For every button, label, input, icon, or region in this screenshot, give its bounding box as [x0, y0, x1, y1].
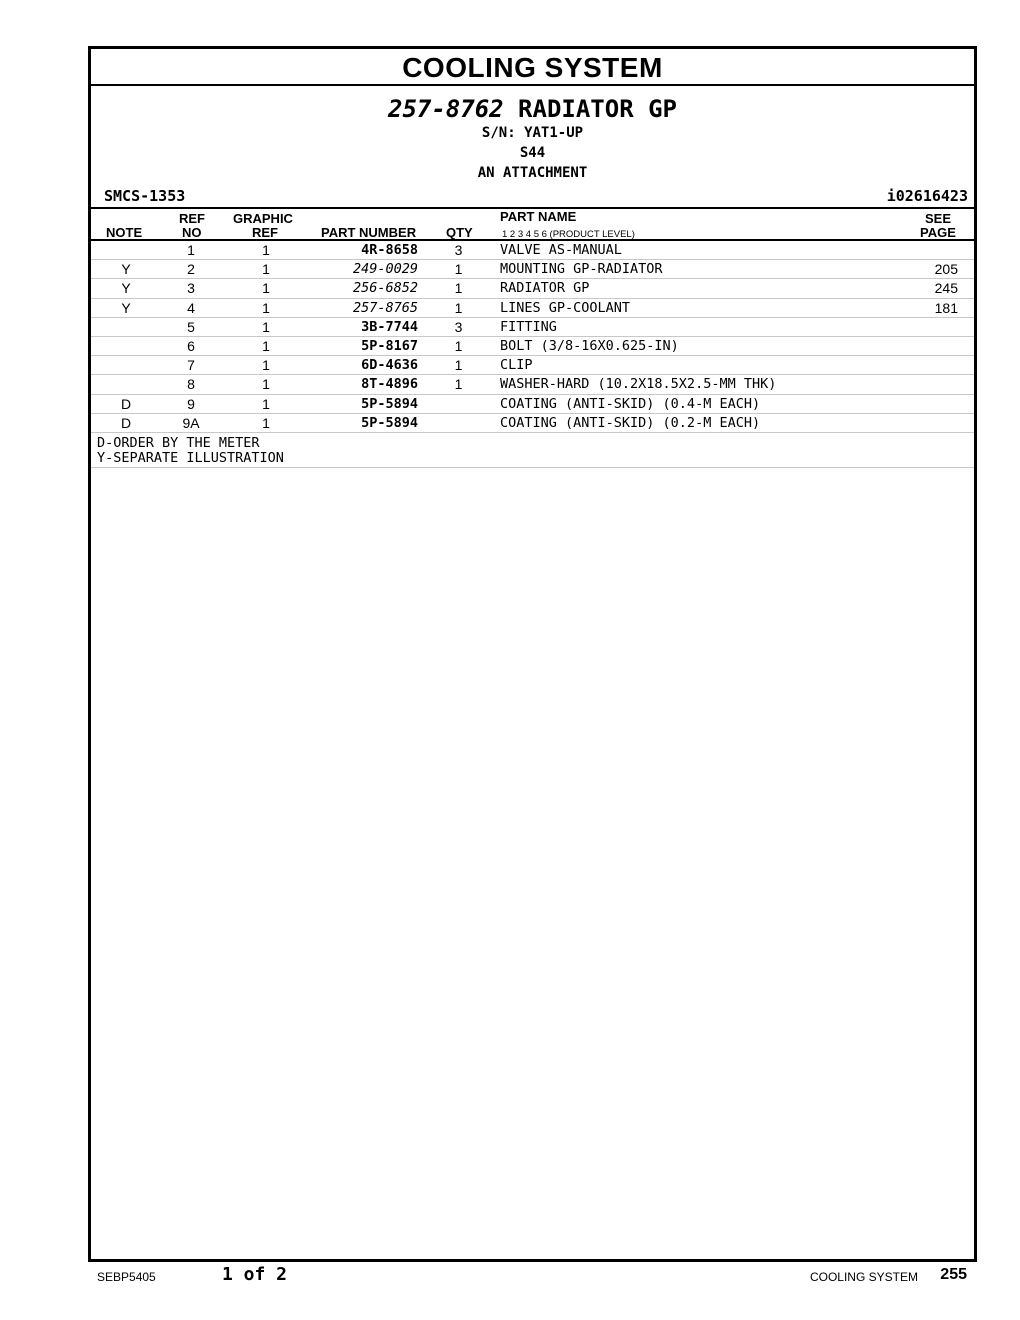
row-graphic-ref: 1 — [262, 376, 270, 393]
smcs-code: SMCS-1353 — [104, 187, 186, 205]
row-note: Y — [121, 261, 131, 278]
table-row — [91, 414, 974, 433]
note-y: Y-SEPARATE ILLUSTRATION — [97, 449, 284, 466]
row-qty: 3 — [454, 318, 463, 335]
meta-row — [91, 183, 974, 207]
row-qty: 1 — [454, 337, 463, 354]
doc-id: SEBP5405 — [97, 1270, 156, 1284]
row-part-number: 5P-5894 — [361, 414, 418, 431]
parts-table-body — [91, 241, 974, 433]
row-part-number: 3B-7744 — [361, 318, 418, 335]
row-ref-no: 8 — [187, 376, 195, 393]
row-ref-no: 9A — [182, 414, 200, 431]
footer-section: COOLING SYSTEM — [809, 1270, 918, 1284]
group-title — [91, 95, 974, 123]
table-row — [91, 260, 974, 279]
row-qty: 1 — [454, 280, 463, 297]
col-part-name: PART NAME — [500, 209, 577, 224]
row-see-page: 205 — [934, 261, 958, 278]
col-ref-top: REF — [179, 211, 205, 226]
group-header — [91, 95, 974, 183]
row-part-name: BOLT (3/8-16X0.625-IN) — [500, 337, 679, 354]
row-part-number: 256-6852 — [352, 280, 418, 297]
col-ref-bottom: NO — [182, 225, 202, 240]
row-part-name: WASHER-HARD (10.2X18.5X2.5-MM THK) — [500, 376, 777, 393]
col-graphic-top: GRAPHIC — [233, 211, 293, 226]
row-part-number: 249-0029 — [352, 261, 418, 278]
row-see-page: 181 — [934, 299, 958, 316]
row-part-name: FITTING — [500, 318, 557, 335]
arrangement-code: S44 — [519, 145, 546, 161]
row-graphic-ref: 1 — [262, 414, 270, 431]
row-graphic-ref: 1 — [262, 261, 270, 278]
row-part-number: 257-8765 — [352, 299, 418, 316]
table-row — [91, 337, 974, 356]
row-graphic-ref: 1 — [262, 395, 270, 412]
row-note: Y — [121, 280, 131, 297]
row-graphic-ref: 1 — [262, 337, 270, 354]
row-ref-no: 5 — [187, 318, 195, 335]
table-row — [91, 299, 974, 318]
row-qty: 1 — [454, 261, 463, 278]
illustration-ref: i02616423 — [886, 187, 968, 205]
row-part-number: 5P-8167 — [361, 337, 418, 354]
row-graphic-ref: 1 — [262, 299, 270, 316]
col-product-levels: 1 2 3 4 5 6 (PRODUCT LEVEL) — [502, 229, 635, 240]
row-part-number: 6D-4636 — [361, 357, 418, 374]
row-part-number: 4R-8658 — [361, 242, 418, 258]
row-part-name: RADIATOR GP — [500, 280, 590, 297]
page-number: 255 — [940, 1266, 967, 1283]
row-ref-no: 4 — [187, 299, 195, 316]
row-ref-no: 3 — [187, 280, 195, 297]
row-graphic-ref: 1 — [262, 357, 270, 374]
row-ref-no: 2 — [187, 261, 195, 278]
table-header — [91, 207, 974, 241]
row-qty: 3 — [454, 242, 463, 258]
col-part-number: PART NUMBER — [321, 225, 417, 240]
group-name: RADIATOR GP — [518, 95, 677, 123]
section-title: COOLING SYSTEM — [91, 49, 974, 86]
row-part-name: VALVE AS-MANUAL — [500, 242, 622, 258]
row-part-name: MOUNTING GP-RADIATOR — [500, 261, 663, 278]
row-note: D — [120, 414, 132, 431]
row-qty: 1 — [454, 376, 463, 393]
row-part-number: 8T-4896 — [361, 376, 418, 393]
serial-number: S/N: YAT1-UP — [481, 125, 584, 141]
table-row — [91, 356, 974, 375]
table-row — [91, 375, 974, 394]
row-graphic-ref: 1 — [262, 280, 270, 297]
col-see-top: SEE — [925, 211, 952, 226]
col-qty: QTY — [446, 225, 473, 240]
page-footer — [0, 1262, 1020, 1292]
row-ref-no: 6 — [187, 337, 195, 354]
col-see-bottom: PAGE — [920, 225, 956, 240]
table-row — [91, 318, 974, 337]
col-graphic-bottom: REF — [252, 225, 278, 240]
row-part-name: CLIP — [500, 357, 533, 374]
table-row — [91, 241, 974, 260]
row-graphic-ref: 1 — [262, 242, 270, 258]
group-part-number: 257-8762 — [388, 95, 504, 123]
row-qty: 1 — [454, 299, 463, 316]
col-note: NOTE — [106, 225, 143, 240]
table-row — [91, 279, 974, 298]
row-part-name: COATING (ANTI-SKID) (0.4-M EACH) — [500, 395, 761, 412]
row-see-page: 245 — [934, 280, 958, 297]
row-part-number: 5P-5894 — [361, 395, 418, 412]
row-ref-no: 1 — [187, 242, 195, 258]
row-note: Y — [121, 299, 131, 316]
page-count: 1 of 2 — [222, 1264, 288, 1285]
row-part-name: LINES GP-COOLANT — [500, 299, 631, 316]
row-ref-no: 9 — [187, 395, 195, 412]
row-note: D — [120, 395, 132, 412]
row-part-name: COATING (ANTI-SKID) (0.2-M EACH) — [500, 414, 761, 431]
note-d: D-ORDER BY THE METER — [97, 434, 260, 451]
group-type: AN ATTACHMENT — [477, 165, 588, 181]
row-ref-no: 7 — [187, 357, 195, 374]
table-row — [91, 395, 974, 414]
row-graphic-ref: 1 — [262, 318, 270, 335]
row-qty: 1 — [454, 357, 463, 374]
page-frame — [88, 46, 977, 1262]
notes-legend — [91, 433, 974, 468]
